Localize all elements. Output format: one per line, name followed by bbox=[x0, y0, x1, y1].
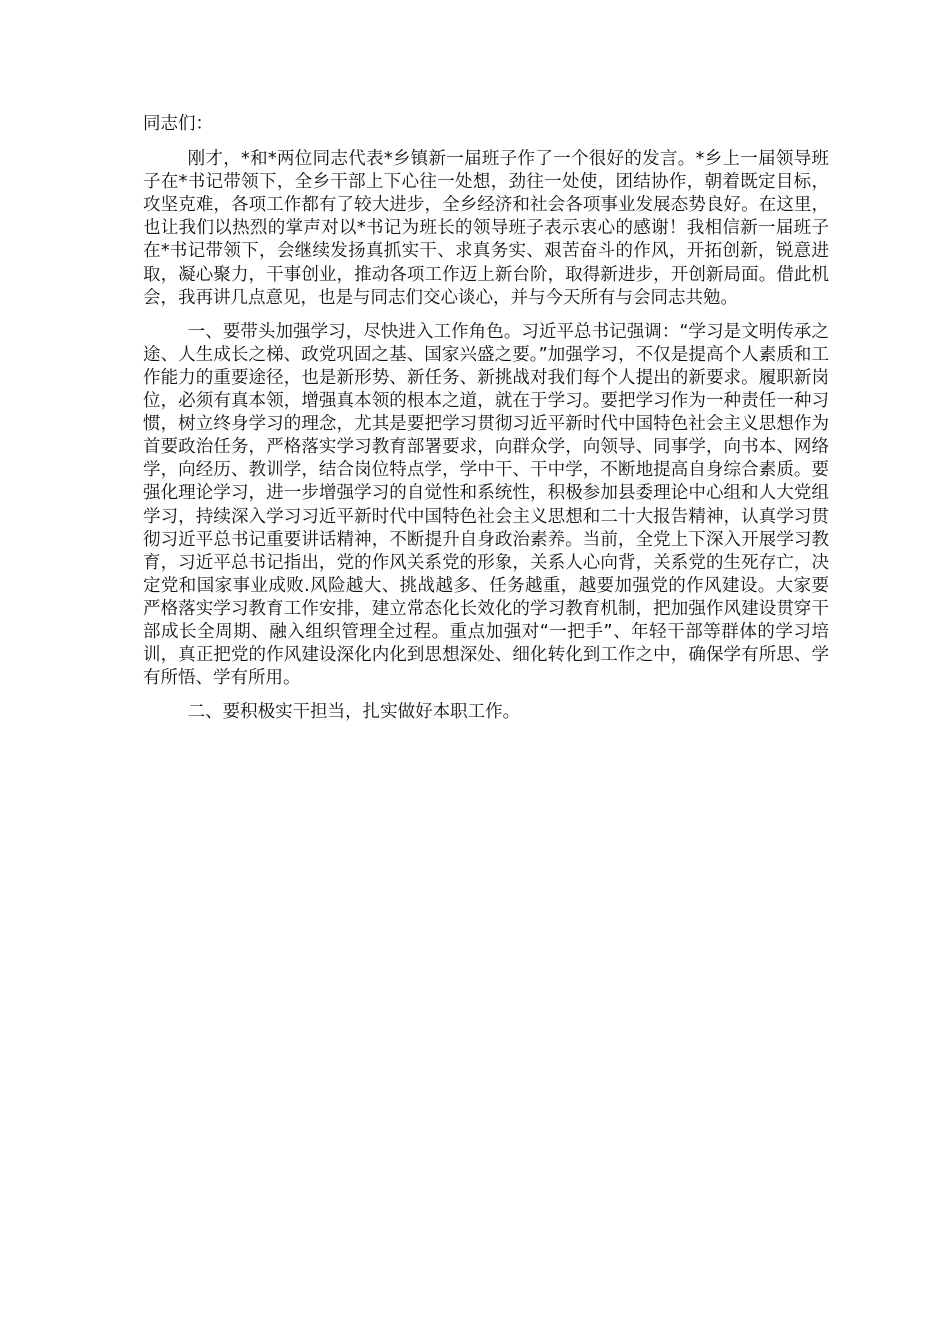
document-page bbox=[143, 113, 829, 735]
paragraph-section-one: 一、要带头加强学习，尽快进入工作角色。习近平总书记强调：“学习是文明传承之途、人生成长之梯、政党巩固之基、国家兴盛之要。”加强学习，不仅是提高个人素质和工作能力的重要途径，也是新形势、新任务、新挑战对我们每个人提出的新要求。履职新岗位，必须有真本领，增强真本领的根本之道，就在于学习。要把学习作为一种责任一种习惯，树立终身学习的理念，尤其是要把学习贯彻习近平新时代中国特色社会主义思想作为首要政治任务，严格落实学习教育部署要求，向群众学，向领导、同事学，向书本、网络学，向经历、教训学，结合岗位特点学，学中干、干中学，不断地提高自身综合素质。要强化理论学习，进一步增强学习的自觉性和系统性，积极参加县委理论中心组和人大党组学习，持续深入学习习近平新时代中国特色社会主义思想和二十大报告精神，认真学习贯彻习近平总书记重要讲话精神，不断提升自身政治素养。当前，全党上下深入开展学习教育，习近平总书记指出，党的作风关系党的形象，关系人心向背，关系党的生死存亡，决定党和国家事业成败.风险越大、挑战越多、任务越重，越要加强党的作风建设。大家要严格落实学习教育工作安排，建立常态化长效化的学习教育机制，把加强作风建设贯穿干部成长全周期、融入组织管理全过程。重点加强对“一把手”、年轻干部等群体的学习培训，真正把党的作风建设深化内化到思想深处、细化转化到工作之中，确保学有所思、学有所悟、学有所用。 bbox=[143, 321, 829, 689]
paragraph-opening: 刚才，*和*两位同志代表*乡镇新一届班子作了一个很好的发言。*乡上一届领导班子在*书记带领下，全乡干部上下心往一处想，劲往一处使，团结协作，朝着既定目标，攻坚克难，各项工作都有了较大进步，全乡经济和社会各项事业发展态势良好。在这里，也让我们以热烈的掌声对以*书记为班长的领导班子表示衷心的感谢！我相信新一届班子在*书记带领下，会继续发扬真抓实干、求真务实、艰苦奋斗的作风，开拓创新，锐意进取，凝心聚力，干事创业，推动各项工作迈上新台阶，取得新进步，开创新局面。借此机会，我再讲几点意见，也是与同志们交心谈心，并与今天所有与会同志共勉。 bbox=[143, 149, 829, 308]
salutation: 同志们： bbox=[143, 114, 213, 134]
paragraph-section-two: 二、要积极实干担当，扎实做好本职工作。 bbox=[187, 702, 521, 723]
